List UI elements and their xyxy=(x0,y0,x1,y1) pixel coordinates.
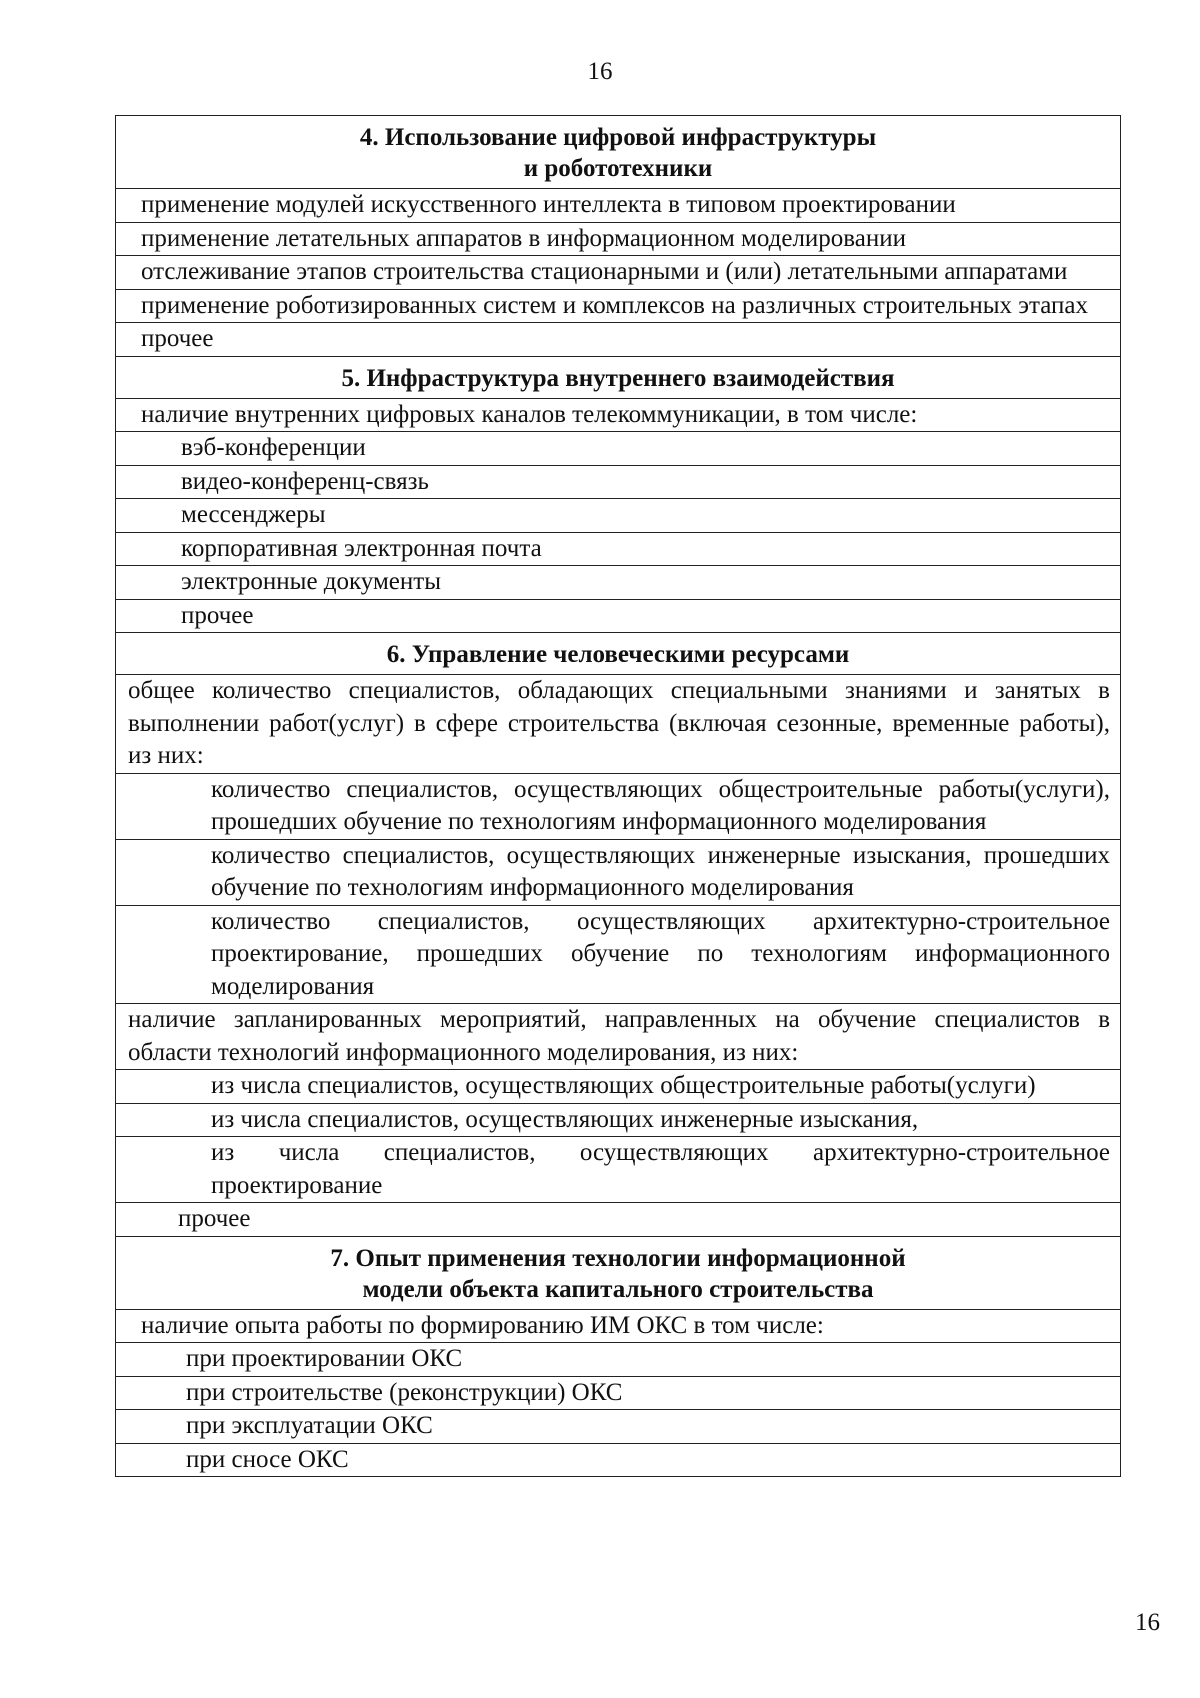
table-row xyxy=(116,1137,1121,1203)
section-6-group2-item-2: из числа специалистов, осуществляющих инженерные изыскания, xyxy=(116,1103,1121,1137)
page-number-bottom: 16 xyxy=(1135,1609,1160,1636)
table-row xyxy=(116,499,1121,533)
table-row xyxy=(116,222,1121,256)
section-4-row-2: применение летательных аппаратов в информационном моделировании xyxy=(116,222,1121,256)
section-7-item-2: при строительстве (реконструкции) ОКС xyxy=(116,1376,1121,1410)
section-7-title xyxy=(116,1236,1121,1309)
section-5-intro: наличие внутренних цифровых каналов телекоммуникации, в том числе: xyxy=(116,398,1121,432)
section-6-group2-item-3: из числа специалистов, осуществляющих архитектурно-строительное проектирование xyxy=(116,1137,1121,1203)
table-row xyxy=(116,256,1121,290)
table-row xyxy=(116,1343,1121,1377)
section-6-group2-item-1: из числа специалистов, осуществляющих общестроительные работы(услуги) xyxy=(116,1070,1121,1104)
section-7-item-1: при проектировании ОКС xyxy=(116,1343,1121,1377)
section-7-header-row xyxy=(116,1236,1121,1309)
section-7-title-line-1: 7. Опыт применения технологии информационной xyxy=(330,1244,906,1272)
section-5-header-row xyxy=(116,356,1121,398)
table-row xyxy=(116,1376,1121,1410)
section-4-row-5: прочее xyxy=(116,323,1121,357)
section-5-item-3: мессенджеры xyxy=(116,499,1121,533)
table-row xyxy=(116,532,1121,566)
section-7-item-3: при эксплуатации ОКС xyxy=(116,1410,1121,1444)
table-row xyxy=(116,1309,1121,1343)
section-4-row-3: отслеживание этапов строительства стационарными и (или) летательными аппаратами xyxy=(116,256,1121,290)
section-6-title: 6. Управление человеческими ресурсами xyxy=(116,633,1121,675)
section-7-item-4: при сносе ОКС xyxy=(116,1443,1121,1477)
table-row xyxy=(116,465,1121,499)
table-row xyxy=(116,599,1121,633)
table-row xyxy=(116,323,1121,357)
table-row xyxy=(116,1443,1121,1477)
table-row xyxy=(116,398,1121,432)
section-5-item-6: прочее xyxy=(116,599,1121,633)
section-5-item-5: электронные документы xyxy=(116,566,1121,600)
section-7-intro: наличие опыта работы по формированию ИМ ОКС в том числе: xyxy=(116,1309,1121,1343)
section-4-row-1: применение модулей искусственного интеллекта в типовом проектировании xyxy=(116,189,1121,223)
section-4-title-line-1: 4. Использование цифровой инфраструктуры xyxy=(359,124,877,151)
table-row xyxy=(116,432,1121,466)
table-row xyxy=(116,839,1121,905)
table-row xyxy=(116,905,1121,1004)
table-row xyxy=(116,1203,1121,1237)
section-6-other: прочее xyxy=(116,1203,1121,1237)
table-row xyxy=(116,675,1121,774)
section-7-title-line-2: модели объекта капитального строительства xyxy=(362,1275,874,1303)
section-6-intro-1: общее количество специалистов, обладающих специальными знаниями и занятых в выполнении работ(услуг) в сфере строительства (включая сезонные, временные работы), из них: xyxy=(116,675,1121,774)
section-4-header-row xyxy=(116,116,1121,189)
section-4-title-line-2: и робототехники xyxy=(523,155,713,182)
section-5-item-1: вэб-конференции xyxy=(116,432,1121,466)
section-6-group1-item-3: количество специалистов, осуществляющих архитектурно-строительное проектирование, прошедших обучение по технологиям информационного моделирования xyxy=(116,905,1121,1004)
table-row xyxy=(116,566,1121,600)
table-row xyxy=(116,1070,1121,1104)
section-5-item-2: видео-конференц-связь xyxy=(116,465,1121,499)
section-6-group1-item-2: количество специалистов, осуществляющих инженерные изыскания, прошедших обучение по технологиям информационного моделирования xyxy=(116,839,1121,905)
table-row xyxy=(116,773,1121,839)
section-4-title xyxy=(116,116,1121,189)
table-row xyxy=(116,189,1121,223)
section-4-row-4: применение роботизированных систем и комплексов на различных строительных этапах xyxy=(116,289,1121,323)
criteria-table xyxy=(115,115,1121,1477)
section-6-header-row xyxy=(116,633,1121,675)
page-number-top: 16 xyxy=(587,58,613,85)
section-5-title: 5. Инфраструктура внутреннего взаимодействия xyxy=(116,356,1121,398)
section-6-group1-item-1: количество специалистов, осуществляющих общестроительные работы(услуги), прошедших обучение по технологиям информационного моделирования xyxy=(116,773,1121,839)
section-6-intro-2: наличие запланированных мероприятий, направленных на обучение специалистов в области технологий информационного моделирования, из них: xyxy=(116,1004,1121,1070)
table-row xyxy=(116,1004,1121,1070)
table-row xyxy=(116,1103,1121,1137)
table-row xyxy=(116,289,1121,323)
section-5-item-4: корпоративная электронная почта xyxy=(116,532,1121,566)
table-row xyxy=(116,1410,1121,1444)
